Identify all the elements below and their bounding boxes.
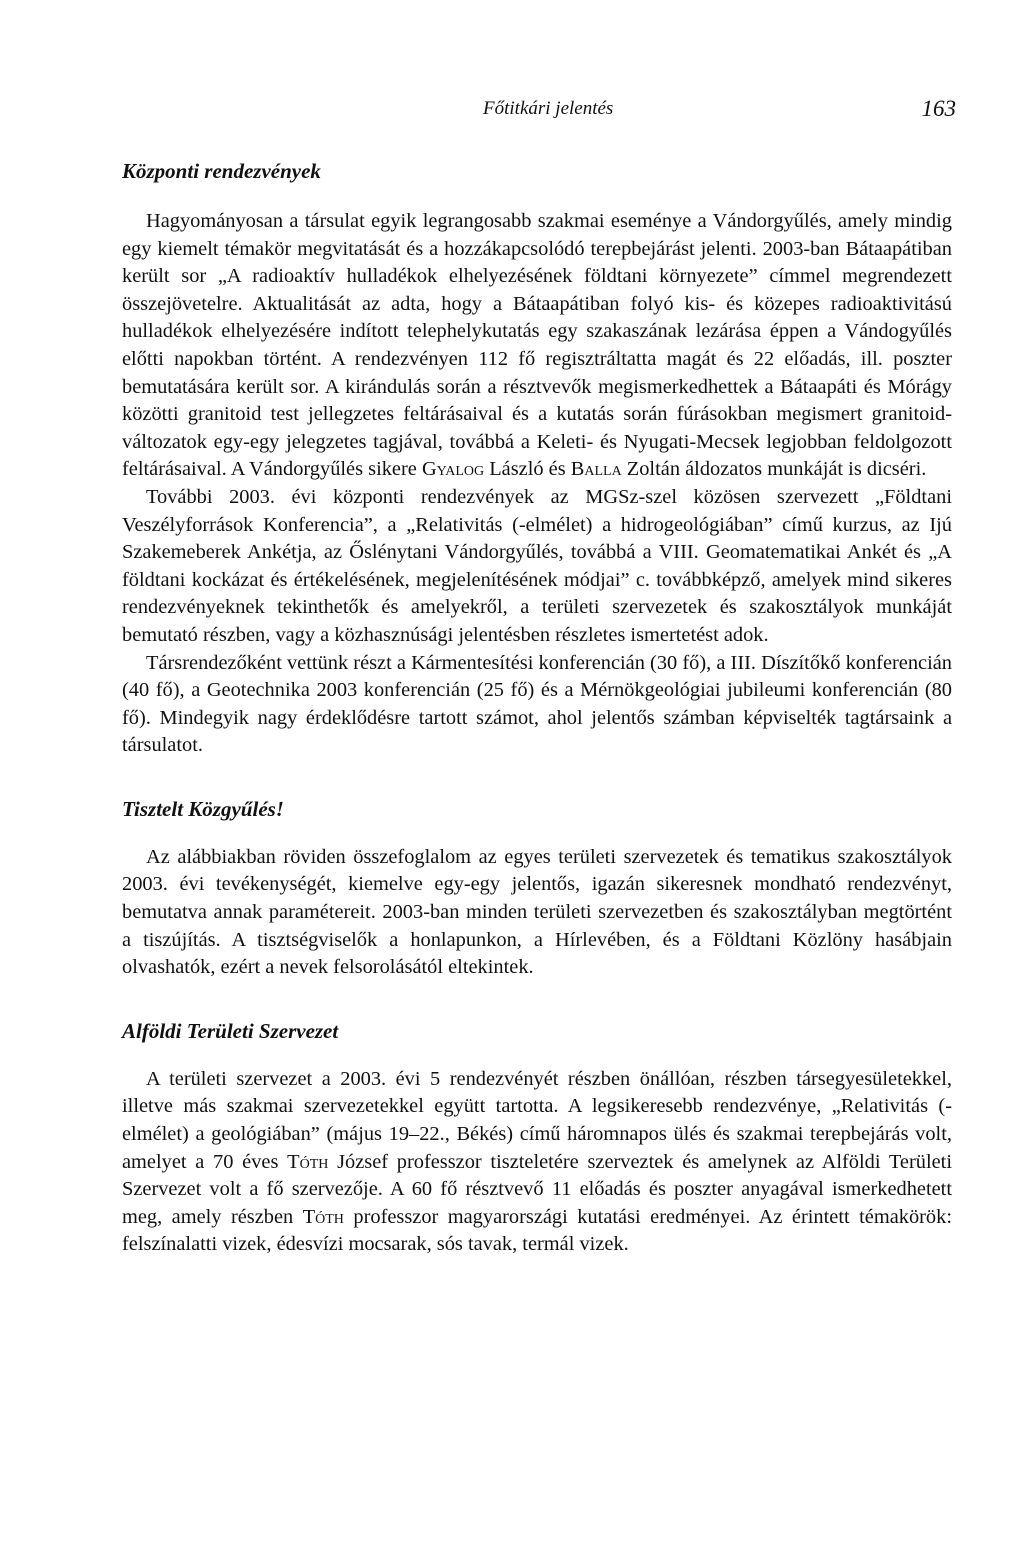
paragraph-tarsrendezo bbox=[122, 650, 952, 760]
paragraph-text: További 2003. évi központi rendezvények az MGSz-szel közösen szervezett „Földtani Veszélyforrások Konferencia”, a „Relativitás (-elmélet) a hidrogeológiában” című kurzus, az Ijú Szakemeberek Ankétja, az Őslénytani Vándorgyűlés, továbbá a VIII. Geomatematikai Ankét és „A földtani kockázat és értékelésének, megjelenítésének módjai” c. továbbképző, amelyek mind sikeres rendezvényeknek tekinthetők és amelyekről, a területi szervezetek és szakosztályok munkáját bemutató részben, vagy a közhasznúsági jelentésben részletes ismertetést adok. bbox=[122, 485, 952, 646]
paragraph-alfoldi bbox=[122, 1066, 952, 1259]
running-title: Főtitkári jelentés bbox=[483, 98, 614, 119]
paragraph-text: Az alábbiakban röviden összefoglalom az egyes területi szervezetek és tematikus szakosztályok 2003. évi tevékenységét, kiemelve egy-egy jelentős, igazán sikeresnek mondható rendezvényt, bemutatva annak paramétereit. 2003-ban minden területi szervezetben és szakosztályban megtörtént a tiszújítás. A tisztségviselők a honlapunkon, a Hírlevében, és a Földtani Közlöny hasábjain olvashatók, ezért a nevek felsorolásától eltekintek. bbox=[122, 845, 952, 979]
paragraph-text: A területi szervezet a 2003. évi 5 rendezvényét részben önállóan, részben társegyesületekkel, illetve más szakmai szervezetekkel együtt tartotta. A legsikeresebb rendezvénye, „Relativitás (-elmélet) a geológiában” (május 19–22., Békés) című háromnapos ülés és szakmai terepbejárás volt, amelyet a 70 éves bbox=[122, 1067, 952, 1173]
person-surname: Gyalog bbox=[421, 458, 485, 481]
person-surname: Tóth bbox=[287, 1150, 329, 1173]
paragraph-text: Társrendezőként vettünk részt a Kármentesítési konferencián (30 fő), a III. Díszítőkő konferencián (40 fő), a Geotechnika 2003 konferencián (25 fő) és a Mérnökgeológiai jubileumi konferencián (80 fő). Mindegyik nagy érdeklődésre tartott számot, ahol jelentős számban képviselték tagtársaink a társulatot. bbox=[122, 651, 952, 757]
running-head bbox=[120, 96, 956, 130]
paragraph-text: Hagyományosan a társulat egyik legrangosabb szakmai eseménye a Vándorgyűlés, amely mindig egy kiemelt témakör megvitatását és a hozzákapcsolódó terepbejárást jelenti. 2003-ban Bátaapátiban került sor „A radioaktív hulladékok elhelyezésének földtani környezete” címmel megrendezett összejövetelre. Aktualitását az adta, hogy a Bátaapátiban folyó kis- és közepes radioaktivitású hulladékok elhelyezésére indított telephelykutatás egy szakaszának lezárása éppen a Vándogyűlés előtti napokban történt. A rendezvényen 112 fő regisztráltatta magát és 22 előadás, ill. poszter bemutatására került sor. A kirándulás során a résztvevők megismerkedhettek a Bátaapáti és Mórágy közötti granitoid test jellegzetes feltárásaival és a kutatás során fúrásokban megismert granitoidváltozatok egy-egy jelegzetes tagjával, továbbá a Keleti- és Nyugati-Mecsek legjobban feldolgozott feltárásaival. A Vándorgyűlés sikere bbox=[122, 210, 952, 481]
person-surname: Balla bbox=[570, 458, 622, 481]
paragraph-text: József professzor tiszteletére szerveztek és amelynek az Alföldi Területi Szervezet volt a fő szervezője. A 60 fő résztvevő 11 előadás és poszter anyagával ismerkedhetett meg, amely részben bbox=[122, 1150, 952, 1228]
page-number: 163 bbox=[921, 96, 956, 121]
paragraph-tovabbi-rendezvenyek bbox=[122, 484, 952, 650]
paragraph-osszefoglalo bbox=[122, 844, 952, 982]
paragraph-text: Zoltán áldozatos munkáját is dicséri. bbox=[621, 458, 927, 481]
person-surname: Tóth bbox=[302, 1205, 344, 1228]
paragraph-text: László és bbox=[484, 458, 571, 481]
page-body bbox=[122, 158, 952, 1259]
section-heading-kozponti-rendezvenyek: Központi rendezvények bbox=[122, 159, 321, 183]
section-heading-alfoldi-teruleti-szervezet: Alföldi Területi Szervezet bbox=[122, 1018, 339, 1043]
section-heading-tisztelt-kozgyules: Tisztelt Közgyűlés! bbox=[122, 796, 284, 821]
paragraph-vandorgyules bbox=[122, 208, 952, 484]
paragraph-text: professzor magyarországi kutatási eredményei. Az érintett témakörök: felszínalatti vizek, édesvízi mocsarak, sós tavak, termál vizek. bbox=[122, 1205, 952, 1256]
